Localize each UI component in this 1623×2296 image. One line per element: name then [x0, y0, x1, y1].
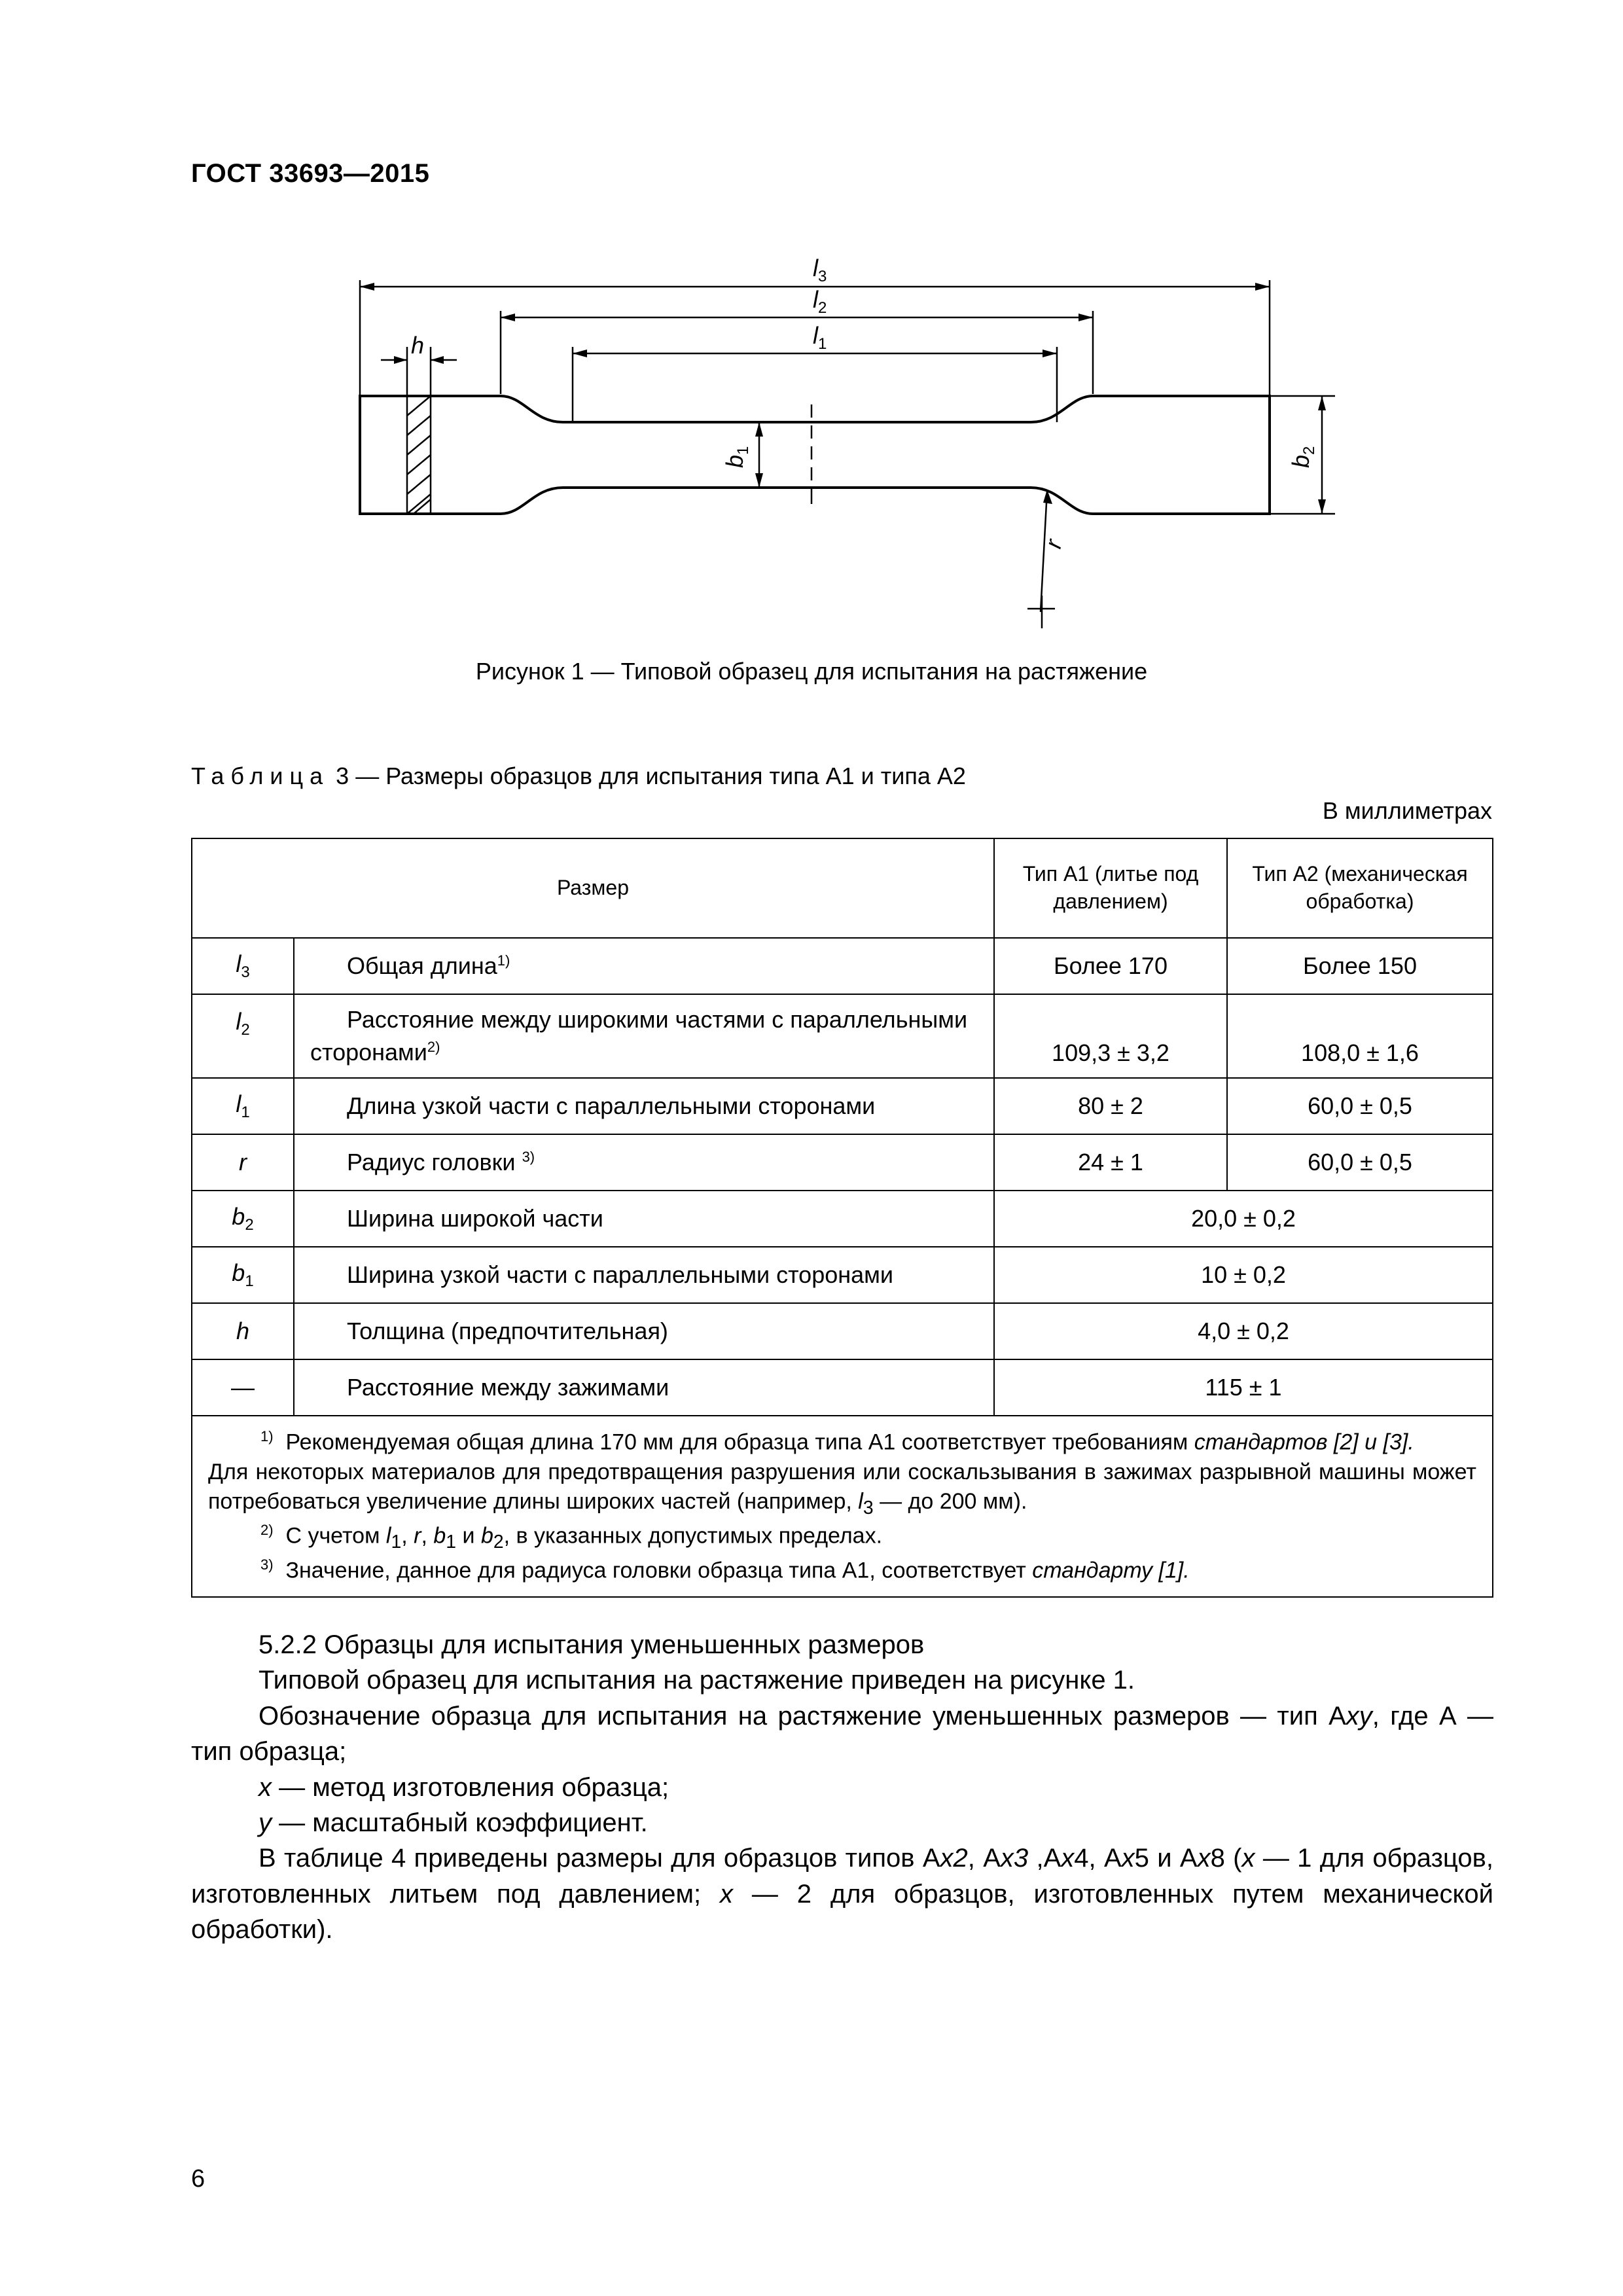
dimensions-table [191, 838, 1493, 1598]
table-row: $l_2$ Расстояние между широкими частями с параллельными сторонами$^{2)}$ 109,3 ± 3,2 108,0 ± 1,6 [192, 994, 1493, 1078]
table-row: $b_2$ Ширина широкой части 20,0 ± 0,2 [192, 1191, 1493, 1247]
header-a1: Тип А1 (литье под давлением) [994, 838, 1227, 938]
header-size: Размер [192, 838, 994, 938]
document-header: ГОСТ 33693—2015 [191, 159, 430, 188]
svg-text:b2: $b_2$ [1287, 446, 1318, 468]
label-h: h [411, 332, 425, 359]
label-b1: b [721, 454, 748, 468]
label-l1: l [813, 322, 818, 349]
label-l3: l [813, 255, 818, 281]
body-text: 5.2.2 Образцы для испытания уменьшенных размеров Типовой образец для испытания на растяжение приведен на рисунке 1. Обозначение образца для испытания на растяжение уменьшенных размеров — тип Аxy, где А — тип образца; x — метод изготовления образца; y — масштабный коэффициент. В таблице 4 приведены размеры для образцов типов Аx2, Аx3 ,Аx4, Аx5 и Аx8 (x — 1 для образцов, изготовленных литьем под давлением; x — 2 для образцов, изготовленных путем механической обработки). [191, 1627, 1493, 1948]
table-footnotes: $^{1)}$ Рекомендуемая общая длина 170 мм для образца типа А1 соответствует требованиям стандартов [2] и [3]. Для некоторых материалов для предотвращения разрушения или соскальзывания в зажимах разрывной машины может потребоваться увеличение длины широких частей (например, $l_3$ — до 200 мм). $^{2)}$ С учетом $l_1$, r, $b_1$ и $b_2$, в указанных допустимых пределах. $^{3)}$ Значение, данное для радиуса головки образца типа А1, соответствует стандарту [1]. [192, 1416, 1493, 1597]
svg-text:l2: $l_2$ [813, 286, 827, 317]
figure-caption: Рисунок 1 — Типовой образец для испытания на растяжение [475, 658, 1148, 685]
label-b2: b [1287, 454, 1314, 468]
svg-text:b1: $b_1$ [721, 446, 752, 468]
label-r: r [1039, 536, 1067, 552]
svg-text:l1: $l_1$ [813, 322, 827, 353]
table-units: В миллиметрах [1322, 797, 1492, 824]
table-caption: Таблица 3 — Размеры образцов для испытания типа А1 и типа А2 [191, 762, 966, 789]
table-header-row [192, 838, 1493, 938]
table-row: $l_3$ Общая длина$^{1)}$ Более 170 Более 150 [192, 938, 1493, 994]
table-row: h Толщина (предпочтительная) 4,0 ± 0,2 [192, 1303, 1493, 1359]
specimen-outline [360, 396, 1270, 514]
specimen-figure [340, 242, 1374, 635]
section-heading: 5.2.2 Образцы для испытания уменьшенных размеров [259, 1630, 925, 1659]
header-a2: Тип А2 (механическая обработка) [1227, 838, 1493, 938]
table-row: $b_1$ Ширина узкой части с параллельными сторонами 10 ± 0,2 [192, 1247, 1493, 1303]
page-number: 6 [191, 2165, 205, 2193]
table-row: r Радиус головки $^{3)}$ 24 ± 1 60,0 ± 0,5 [192, 1134, 1493, 1191]
table-row: $l_1$ Длина узкой части с параллельными сторонами 80 ± 2 60,0 ± 0,5 [192, 1078, 1493, 1134]
label-l2: l [813, 286, 818, 313]
table-row: — Расстояние между зажимами 115 ± 1 [192, 1359, 1493, 1416]
svg-text:l3: $l_3$ [813, 255, 827, 285]
